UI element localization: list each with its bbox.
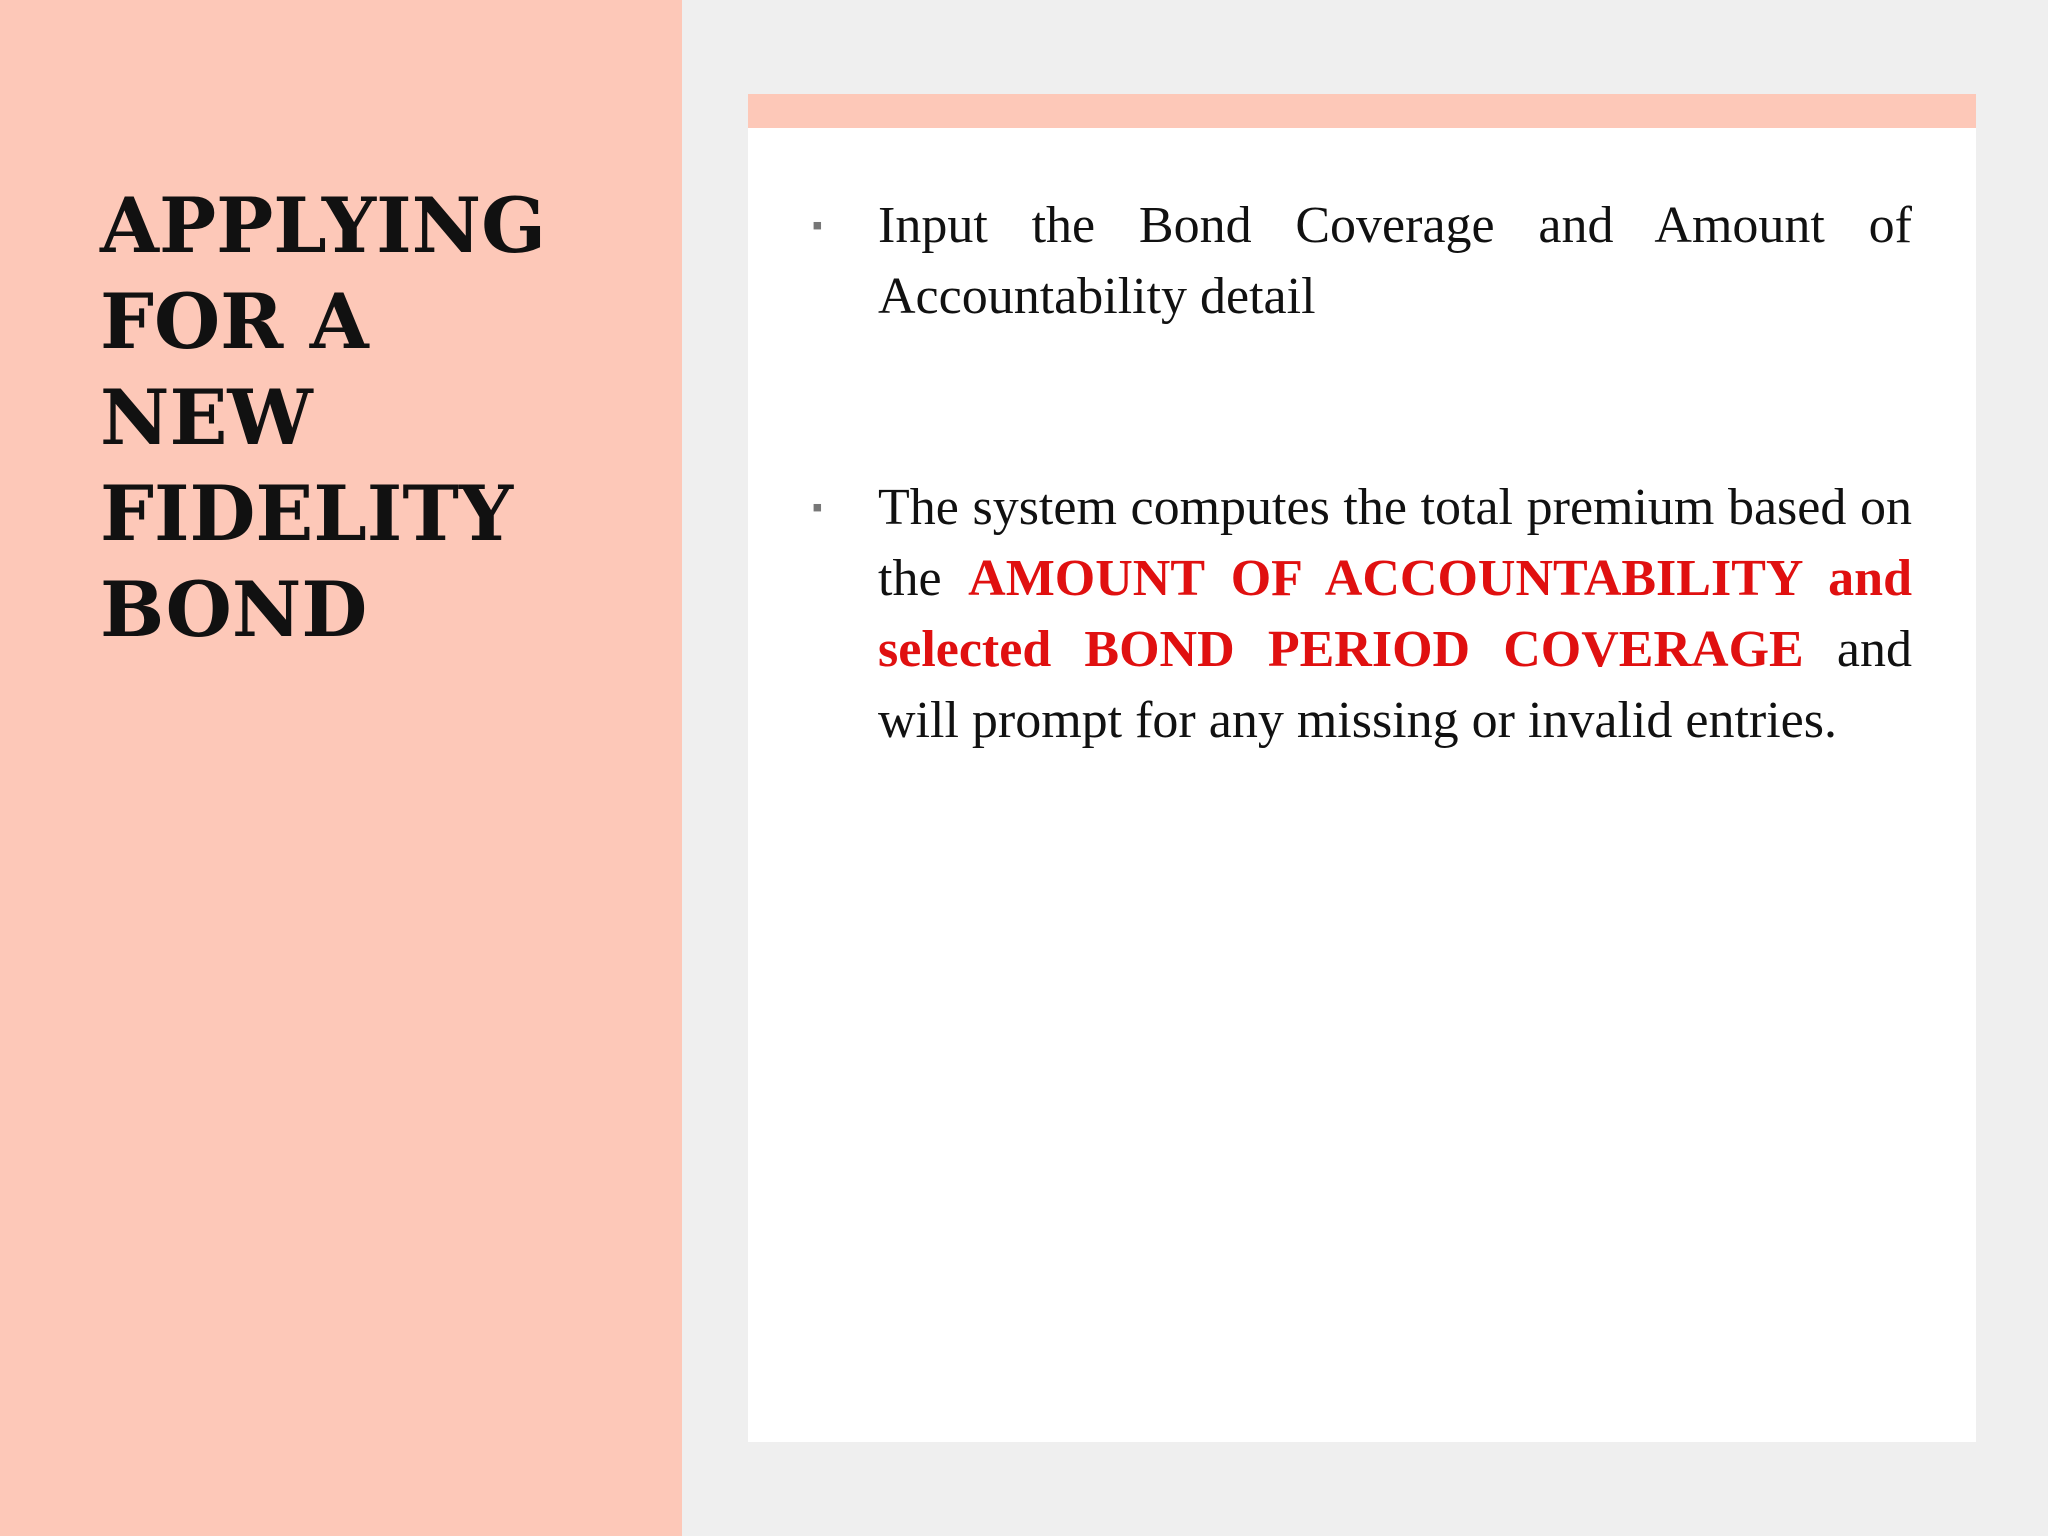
title-panel [0, 0, 682, 1536]
bullet-text: Input the Bond Coverage and Amount of Accountability detail [878, 197, 1912, 325]
bullet-emphasis: AMOUNT OF ACCOUNTABILITY and selected BOND PERIOD COVERAGE [878, 550, 1912, 678]
bullet-text-before: The system computes the total premium based on the [878, 479, 1912, 607]
bullet-item-input [812, 190, 1912, 332]
title-line-5: BOND [100, 565, 368, 654]
title-line-1: APPLYING [100, 181, 547, 270]
title-line-2: FOR A [100, 277, 369, 366]
bullet-list [812, 190, 1912, 756]
square-bullet-icon: ▪ [812, 209, 823, 242]
card-accent-bar [748, 94, 1976, 128]
slide-title [100, 178, 660, 658]
title-line-4: FIDELITY [100, 469, 514, 558]
bullet-text-after: and will prompt for any missing or invalid entries. [878, 621, 1912, 749]
square-bullet-icon: ▪ [812, 491, 823, 524]
title-line-3: NEW [100, 373, 313, 462]
content-card [748, 94, 1976, 1442]
bullet-item-premium [812, 472, 1912, 756]
